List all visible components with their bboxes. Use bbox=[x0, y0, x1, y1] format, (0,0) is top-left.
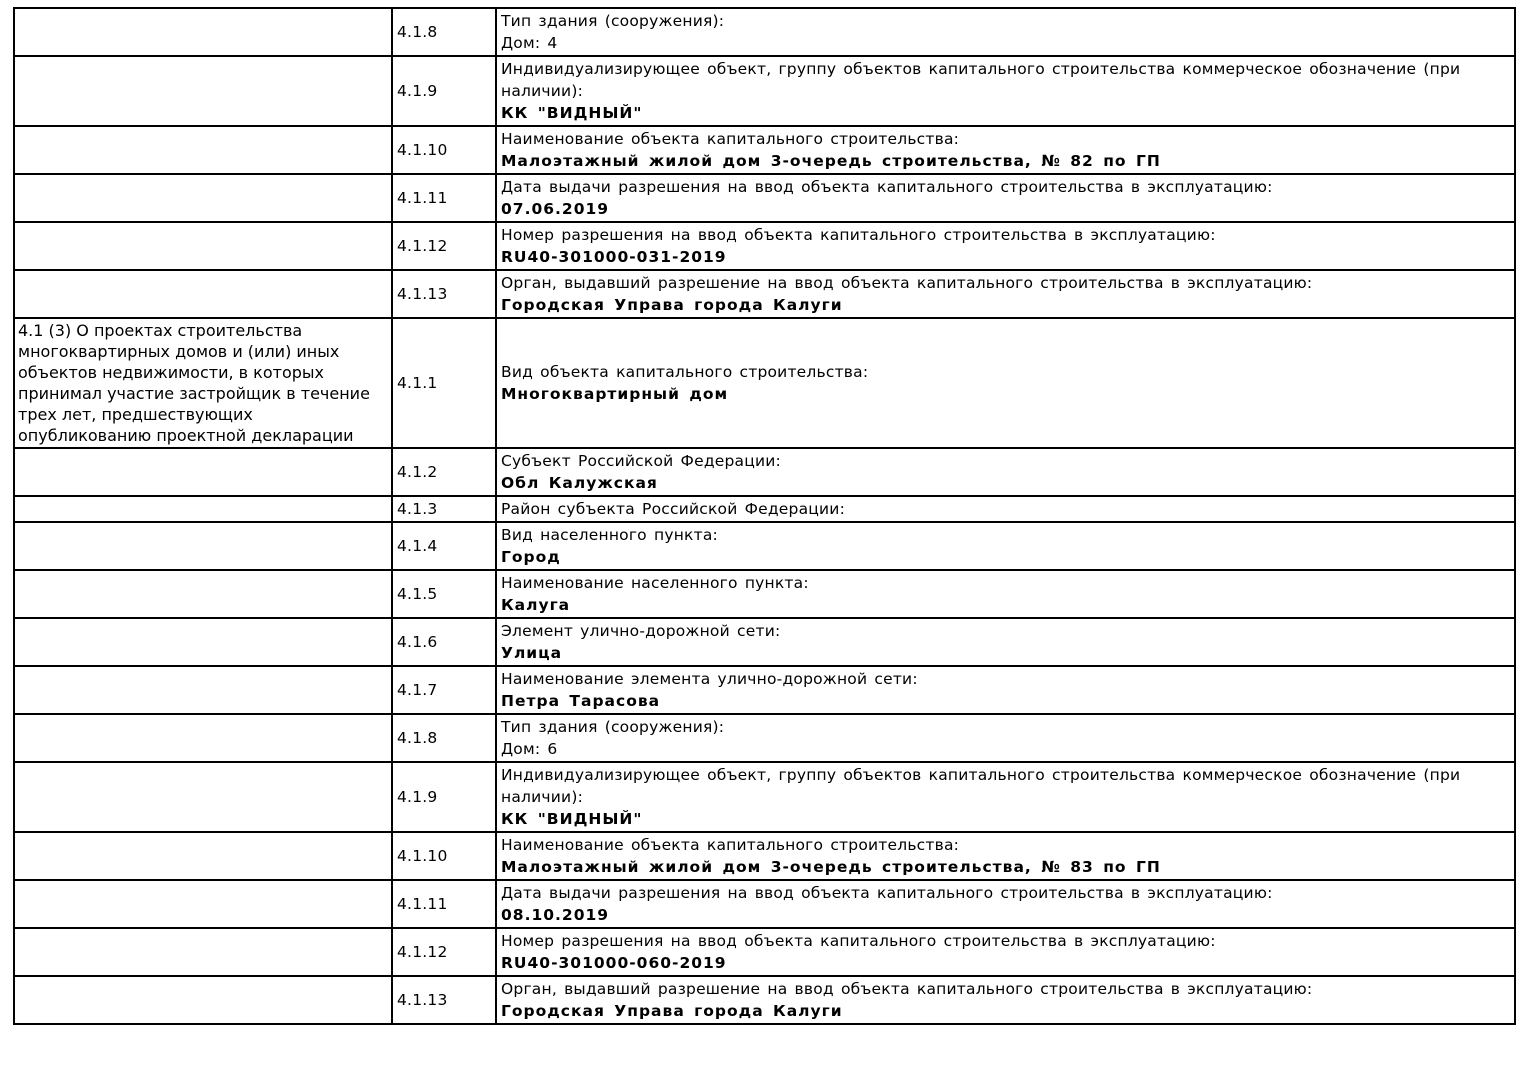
field-value: КК "ВИДНЫЙ" bbox=[501, 810, 643, 828]
section-description-cell bbox=[14, 8, 392, 56]
field-label: Тип здания (сооружения): bbox=[501, 718, 725, 736]
item-number-cell: 4.1.11 bbox=[392, 174, 496, 222]
item-number-cell: 4.1.1 bbox=[392, 318, 496, 448]
field-label: Наименование населенного пункта: bbox=[501, 574, 809, 592]
item-content-cell bbox=[496, 880, 1515, 928]
item-number-cell: 4.1.8 bbox=[392, 714, 496, 762]
item-number-cell: 4.1.13 bbox=[392, 270, 496, 318]
section-description-cell bbox=[14, 56, 392, 126]
table-row bbox=[14, 270, 1515, 318]
declaration-table-body bbox=[14, 8, 1515, 1024]
section-description-cell bbox=[14, 570, 392, 618]
field-label: Номер разрешения на ввод объекта капитального строительства в эксплуатацию: bbox=[501, 932, 1216, 950]
field-label: Вид населенного пункта: bbox=[501, 526, 718, 544]
section-description-cell bbox=[14, 222, 392, 270]
section-description-cell bbox=[14, 976, 392, 1024]
item-content-cell bbox=[496, 318, 1515, 448]
item-content-cell bbox=[496, 618, 1515, 666]
field-label: Орган, выдавший разрешение на ввод объекта капитального строительства в эксплуатацию: bbox=[501, 980, 1313, 998]
field-value: Петра Тарасова bbox=[501, 692, 661, 710]
item-content-cell bbox=[496, 522, 1515, 570]
item-content-cell bbox=[496, 448, 1515, 496]
item-content-cell bbox=[496, 174, 1515, 222]
field-value: КК "ВИДНЫЙ" bbox=[501, 104, 643, 122]
item-content-cell bbox=[496, 222, 1515, 270]
item-number-cell: 4.1.5 bbox=[392, 570, 496, 618]
item-number-cell: 4.1.12 bbox=[392, 928, 496, 976]
item-content-cell bbox=[496, 714, 1515, 762]
section-description-cell bbox=[14, 714, 392, 762]
field-value: Калуга bbox=[501, 596, 571, 614]
field-value: Городская Управа города Калуги bbox=[501, 296, 843, 314]
section-description-cell: 4.1 (3) О проектах строительства многоквартирных домов и (или) иных объектов недвижимости, в которых принимал участие застройщик в течение трех лет, предшествующих опубликованию проектной декларации bbox=[14, 318, 392, 448]
item-content-cell bbox=[496, 126, 1515, 174]
item-number-cell: 4.1.11 bbox=[392, 880, 496, 928]
field-label: Субъект Российской Федерации: bbox=[501, 452, 781, 470]
table-row bbox=[14, 318, 1515, 448]
item-content-cell bbox=[496, 496, 1515, 522]
table-row bbox=[14, 222, 1515, 270]
section-description-cell bbox=[14, 880, 392, 928]
field-value: Дом: 6 bbox=[501, 740, 558, 758]
item-number-cell: 4.1.6 bbox=[392, 618, 496, 666]
section-description-cell bbox=[14, 618, 392, 666]
item-number-cell: 4.1.9 bbox=[392, 56, 496, 126]
field-label: Дата выдачи разрешения на ввод объекта капитального строительства в эксплуатацию: bbox=[501, 178, 1273, 196]
field-value: Дом: 4 bbox=[501, 34, 558, 52]
declaration-table bbox=[13, 7, 1516, 1025]
field-label: Наименование объекта капитального строительства: bbox=[501, 130, 960, 148]
table-row bbox=[14, 928, 1515, 976]
item-content-cell bbox=[496, 570, 1515, 618]
field-label: Вид объекта капитального строительства: bbox=[501, 363, 869, 381]
table-row bbox=[14, 714, 1515, 762]
field-label: Индивидуализирующее объект, группу объектов капитального строительства коммерческое обозначение (при наличии): bbox=[501, 766, 1461, 806]
field-value: Городская Управа города Калуги bbox=[501, 1002, 843, 1020]
item-number-cell: 4.1.13 bbox=[392, 976, 496, 1024]
item-number-cell: 4.1.12 bbox=[392, 222, 496, 270]
table-row bbox=[14, 762, 1515, 832]
field-value: RU40-301000-060-2019 bbox=[501, 954, 727, 972]
item-content-cell bbox=[496, 928, 1515, 976]
section-description-cell bbox=[14, 126, 392, 174]
item-number-cell: 4.1.7 bbox=[392, 666, 496, 714]
item-number-cell: 4.1.10 bbox=[392, 126, 496, 174]
section-description-cell bbox=[14, 270, 392, 318]
item-number-cell: 4.1.8 bbox=[392, 8, 496, 56]
field-label: Район субъекта Российской Федерации: bbox=[501, 500, 845, 518]
field-value: Улица bbox=[501, 644, 563, 662]
table-row bbox=[14, 56, 1515, 126]
item-number-cell: 4.1.4 bbox=[392, 522, 496, 570]
field-label: Номер разрешения на ввод объекта капитального строительства в эксплуатацию: bbox=[501, 226, 1216, 244]
field-label: Наименование элемента улично-дорожной сети: bbox=[501, 670, 918, 688]
table-row bbox=[14, 880, 1515, 928]
field-value: Обл Калужская bbox=[501, 474, 658, 492]
item-content-cell bbox=[496, 762, 1515, 832]
item-content-cell bbox=[496, 976, 1515, 1024]
item-number-cell: 4.1.10 bbox=[392, 832, 496, 880]
item-content-cell bbox=[496, 270, 1515, 318]
section-description-cell bbox=[14, 174, 392, 222]
item-number-cell: 4.1.9 bbox=[392, 762, 496, 832]
table-row bbox=[14, 832, 1515, 880]
field-value: RU40-301000-031-2019 bbox=[501, 248, 727, 266]
item-content-cell bbox=[496, 666, 1515, 714]
section-description-cell bbox=[14, 832, 392, 880]
table-row bbox=[14, 448, 1515, 496]
field-value: 07.06.2019 bbox=[501, 200, 610, 218]
table-row bbox=[14, 126, 1515, 174]
table-row bbox=[14, 8, 1515, 56]
field-value: Малоэтажный жилой дом 3-очередь строительства, № 82 по ГП bbox=[501, 152, 1161, 170]
field-value: Малоэтажный жилой дом 3-очередь строительства, № 83 по ГП bbox=[501, 858, 1161, 876]
section-description-cell bbox=[14, 928, 392, 976]
table-row bbox=[14, 570, 1515, 618]
item-content-cell bbox=[496, 832, 1515, 880]
section-description-cell bbox=[14, 448, 392, 496]
field-value: Город bbox=[501, 548, 561, 566]
table-row bbox=[14, 522, 1515, 570]
table-row bbox=[14, 618, 1515, 666]
item-number-cell: 4.1.2 bbox=[392, 448, 496, 496]
table-row bbox=[14, 174, 1515, 222]
field-label: Элемент улично-дорожной сети: bbox=[501, 622, 781, 640]
table-row bbox=[14, 496, 1515, 522]
section-description-cell bbox=[14, 762, 392, 832]
table-row bbox=[14, 976, 1515, 1024]
field-label: Индивидуализирующее объект, группу объектов капитального строительства коммерческое обозначение (при наличии): bbox=[501, 60, 1461, 100]
field-label: Тип здания (сооружения): bbox=[501, 12, 725, 30]
table-row bbox=[14, 666, 1515, 714]
item-content-cell bbox=[496, 8, 1515, 56]
section-description-cell bbox=[14, 496, 392, 522]
field-label: Дата выдачи разрешения на ввод объекта капитального строительства в эксплуатацию: bbox=[501, 884, 1273, 902]
field-value: Многоквартирный дом bbox=[501, 385, 729, 403]
field-value: 08.10.2019 bbox=[501, 906, 610, 924]
section-description-cell bbox=[14, 666, 392, 714]
section-description-cell bbox=[14, 522, 392, 570]
field-label: Орган, выдавший разрешение на ввод объекта капитального строительства в эксплуатацию: bbox=[501, 274, 1313, 292]
field-label: Наименование объекта капитального строительства: bbox=[501, 836, 960, 854]
item-content-cell bbox=[496, 56, 1515, 126]
item-number-cell: 4.1.3 bbox=[392, 496, 496, 522]
